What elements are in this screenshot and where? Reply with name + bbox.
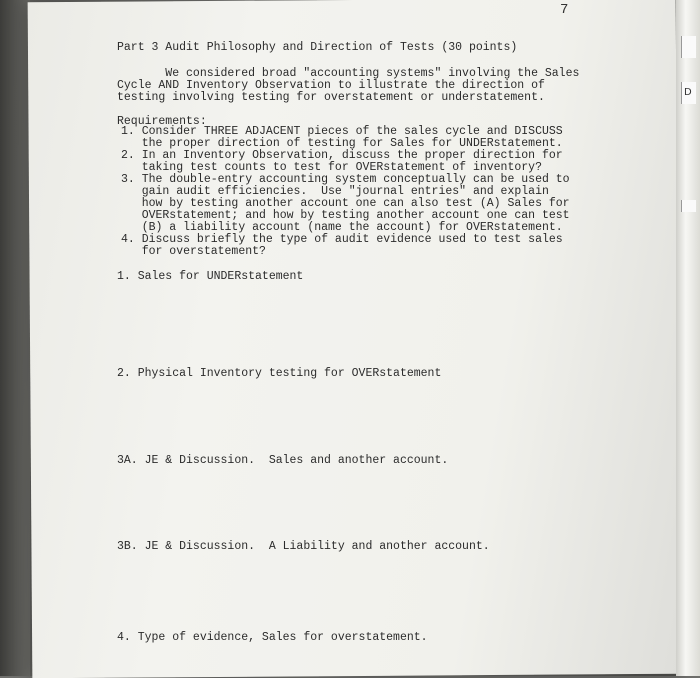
intro-paragraph: We considered broad "accounting systems" involving the Sales Cycle AND Inventory Observation to illustrate the direction of testing involving testing for overstatement or understatement. <box>117 67 580 104</box>
answer-heading-4: 4. Type of evidence, Sales for overstatement. <box>117 631 428 644</box>
requirements-heading: Requirements: <box>117 115 207 128</box>
requirements-list: 1. Consider THREE ADJACENT pieces of the sales cycle and DISCUSS the proper direction of testing for Sales for UNDERstatement. 2. In an Inventory Observation, discuss the proper direction for taking test counts to test for OVERstatement of inventory? 3. The double-entry accounting system conceptually can be used to gain audit efficiencies. Use "journal entries" and explain how by testing another account one can also test (A) Sales for OVERstatement; and how by testing another account one can test (B) a liability account (name the account) for OVERstatement. 4. Discuss briefly the type of audit evidence used to test sales for overstatement? <box>121 125 570 258</box>
answer-heading-2: 2. Physical Inventory testing for OVERstatement <box>117 367 442 380</box>
page-edge-tab-label: D <box>681 82 696 104</box>
section-title: Part 3 Audit Philosophy and Direction of Tests (30 points) <box>117 41 518 54</box>
page-number: 7 <box>560 2 569 18</box>
answer-heading-3a: 3A. JE & Discussion. Sales and another account. <box>117 454 449 467</box>
answer-heading-1: 1. Sales for UNDERstatement <box>117 270 304 283</box>
answer-heading-3b: 3B. JE & Discussion. A Liability and another account. <box>117 540 490 553</box>
